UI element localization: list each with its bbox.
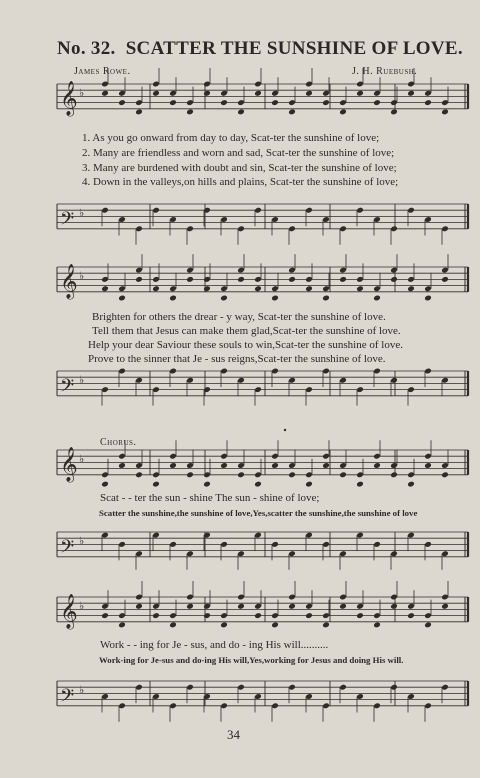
note-head: [305, 481, 313, 488]
flat-sign-icon: ♭: [79, 534, 85, 548]
chorus-lyric-lower-1: Scatter the sunshine,the sunshine of love,Yes,scatter the sunshine,the sunshine of love: [99, 508, 418, 518]
note-head: [271, 462, 279, 469]
page-number: 34: [227, 727, 240, 742]
note-head: [271, 99, 279, 106]
note-head: [118, 99, 126, 106]
note-head: [254, 90, 262, 97]
note-head: [186, 603, 194, 610]
note-head: [254, 285, 262, 292]
note-head: [322, 295, 330, 302]
bass-clef-icon: 𝄢: [60, 685, 75, 711]
flat-sign-icon: ♭: [79, 373, 85, 387]
note-head: [237, 603, 245, 610]
note-head: [203, 90, 211, 97]
note-head: [441, 603, 449, 610]
note-head: [339, 603, 347, 610]
chorus-label: Chorus.: [100, 437, 137, 448]
note-head: [373, 295, 381, 302]
note-head: [356, 285, 364, 292]
note-head: [271, 622, 279, 629]
note-head: [407, 612, 415, 619]
note-head: [101, 285, 109, 292]
note-head: [118, 622, 126, 629]
verse-line-3: 3. Many are burdened with doubt and sin, Scat-ter the sunshine of love;: [82, 162, 397, 174]
note-head: [254, 612, 262, 619]
treble-clef-icon: 𝄞: [60, 593, 78, 629]
flat-sign-icon: ♭: [79, 269, 85, 283]
verse2-line-2: Tell them that Jesus can make them glad,Scat-ter the sunshine of love.: [92, 325, 401, 337]
note-head: [356, 612, 364, 619]
bass-clef-icon: 𝄢: [60, 208, 75, 234]
note-head: [407, 285, 415, 292]
note-head: [203, 285, 211, 292]
note-head: [288, 276, 296, 283]
lyricist: James Rowe.: [74, 66, 131, 77]
dot-mark: [284, 429, 286, 431]
bass-clef-icon: 𝄢: [60, 375, 75, 401]
hymn-name: SCATTER THE SUNSHINE OF LOVE.: [125, 38, 463, 59]
note-head: [356, 90, 364, 97]
note-head: [135, 603, 143, 610]
note-head: [424, 462, 432, 469]
chorus-lyric-upper-1: Scat - - ter the sun - shine The sun - shine of love;: [100, 492, 320, 504]
chorus-lyric-upper-2: Work - - ing for Je - sus, and do - ing His will..........: [100, 639, 329, 651]
note-head: [169, 462, 177, 469]
hymn-number: No. 32.: [57, 38, 116, 59]
note-head: [373, 462, 381, 469]
note-head: [322, 462, 330, 469]
note-head: [203, 612, 211, 619]
note-head: [305, 612, 313, 619]
note-head: [169, 99, 177, 106]
note-head: [441, 109, 449, 116]
treble-clef-icon: 𝄞: [60, 80, 78, 116]
verse2-line-3: Help your dear Saviour these souls to win,Scat-ter the sunshine of love.: [88, 339, 403, 351]
note-head: [220, 462, 228, 469]
chorus-lyric-lower-2: Work-ing for Je-sus and do-ing His will,Yes,working for Jesus and doing His will.: [99, 655, 404, 665]
flat-sign-icon: ♭: [79, 683, 85, 697]
treble-clef-icon: 𝄞: [60, 263, 78, 299]
note-head: [339, 471, 347, 478]
note-head: [186, 276, 194, 283]
note-head: [305, 90, 313, 97]
verse2-line-4: Prove to the sinner that Je - sus reigns,Scat-ter the sunshine of love.: [88, 353, 386, 365]
note-head: [101, 90, 109, 97]
note-head: [254, 481, 262, 488]
note-head: [220, 295, 228, 302]
note-head: [220, 622, 228, 629]
note-head: [441, 276, 449, 283]
note-head: [322, 99, 330, 106]
note-head: [271, 295, 279, 302]
note-head: [118, 462, 126, 469]
note-head: [152, 285, 160, 292]
note-head: [135, 471, 143, 478]
note-head: [373, 99, 381, 106]
note-head: [118, 295, 126, 302]
verse-line-2: 2. Many are friendless and worn and sad, Scat-ter the sunshine of love;: [82, 147, 395, 159]
note-head: [390, 603, 398, 610]
composer: J. H. Ruebush.: [352, 66, 418, 77]
note-head: [186, 471, 194, 478]
flat-sign-icon: ♭: [79, 86, 85, 100]
bass-clef-icon: 𝄢: [60, 536, 75, 562]
note-head: [305, 285, 313, 292]
note-head: [101, 612, 109, 619]
note-head: [373, 622, 381, 629]
flat-sign-icon: ♭: [79, 599, 85, 613]
flat-sign-icon: ♭: [79, 206, 85, 220]
note-head: [237, 109, 245, 116]
note-head: [152, 481, 160, 488]
note-head: [390, 109, 398, 116]
note-head: [288, 109, 296, 116]
note-head: [424, 622, 432, 629]
note-head: [152, 90, 160, 97]
verse2-line-1: Brighten for others the drear - y way, Scat-ter the sunshine of love.: [92, 311, 386, 323]
treble-clef-icon: 𝄞: [60, 446, 78, 482]
note-head: [237, 471, 245, 478]
note-head: [237, 276, 245, 283]
verse-line-1: 1. As you go onward from day to day, Scat-ter the sunshine of love;: [82, 132, 380, 144]
note-head: [424, 295, 432, 302]
note-head: [407, 90, 415, 97]
note-head: [152, 612, 160, 619]
note-head: [424, 99, 432, 106]
note-head: [203, 481, 211, 488]
note-head: [441, 471, 449, 478]
note-head: [356, 481, 364, 488]
note-head: [339, 276, 347, 283]
note-head: [390, 276, 398, 283]
note-head: [101, 481, 109, 488]
note-head: [186, 109, 194, 116]
note-head: [288, 471, 296, 478]
note-head: [169, 622, 177, 629]
verse-line-4: 4. Down in the valleys,on hills and plains, Scat-ter the sunshine of love;: [82, 176, 399, 188]
note-head: [390, 471, 398, 478]
note-head: [322, 622, 330, 629]
note-head: [169, 295, 177, 302]
note-head: [220, 99, 228, 106]
note-head: [135, 109, 143, 116]
note-head: [288, 603, 296, 610]
note-head: [339, 109, 347, 116]
note-head: [407, 481, 415, 488]
flat-sign-icon: ♭: [79, 452, 85, 466]
note-head: [135, 276, 143, 283]
